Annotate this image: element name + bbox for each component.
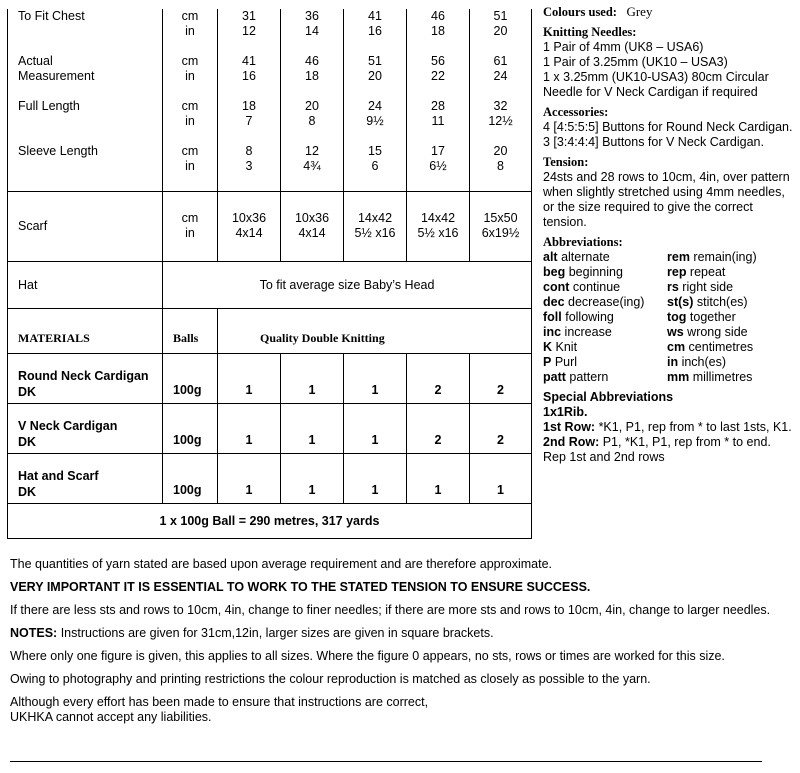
cell-value: 14x42 [357,211,393,225]
special-abbreviations-section [543,390,798,465]
abbreviation-item: st(s) stitch(es) [667,295,748,309]
rib-heading: 1x1Rib. [543,405,588,419]
abbreviation-item: tog together [667,310,736,324]
needle-item: 1 x 3.25mm (UK10-USA3) 80cm Circular Needle for V Neck Cardigan if required [543,70,769,99]
abbreviation-item: beg beginning [543,265,623,279]
abbreviation-item: P Purl [543,355,578,369]
yarn-qty: 2 [407,353,470,403]
cell-value: 9½ [366,114,384,128]
yarn-qty: 1 [344,453,407,503]
cell-value: 14 [305,24,319,38]
tension-note: If there are less sts and rows to 10cm, 4in, change to finer needles; if there are more sts and rows to 10cm, 4in, change to larger needles. [10,603,771,617]
abbreviation-item: K Knit [543,340,578,354]
hat-label: Hat [8,261,163,308]
yarn-label: Quality Double Knitting [218,308,532,353]
cell-value: 3 [245,159,253,173]
colours-value: Grey [626,4,653,19]
unit-in: in [185,159,195,173]
bottom-rule [10,761,762,762]
tension-section [543,155,798,230]
tension-text: 24sts and 28 rows to 10cm, 4in, over pattern when slightly stretched using 4mm needles, or the size required to give the correct tension. [543,170,790,229]
figure-note: Where only one figure is given, this applies to all sizes. Where the figure 0 appears, no sts, rows or times are worked for this size. [10,649,725,663]
yarn-qty: 2 [407,403,470,453]
unit-in: in [185,226,195,240]
cell-value: 7 [245,114,253,128]
label-full-length: Full Length [18,99,80,113]
unit-cm: cm [181,144,199,158]
cell-value: 22 [431,69,445,83]
needle-item: 1 Pair of 3.25mm (UK10 – USA3) [543,55,728,69]
yarn-row-hat-scarf [8,453,532,503]
unit-column [163,9,218,191]
accessories-section [543,105,798,150]
yarn-title: V Neck Cardigan [18,418,118,433]
measurement-labels [8,9,163,191]
cell-value: 15x50 [483,211,518,225]
yarn-qty: 1 [218,453,281,503]
accessories-heading: Accessories: [543,105,609,119]
scarf-size-4 [407,191,470,261]
yarn-title: Round Neck Cardigan [18,368,149,383]
hat-value: To fit average size Baby’s Head [163,261,532,308]
ball-info: 1 x 100g Ball = 290 metres, 317 yards [8,503,532,538]
abbreviation-item: alt alternate [543,250,610,264]
abbreviation-item: inc increase [543,325,612,339]
size-column-2 [281,9,344,191]
cell-value: 12½ [488,114,513,128]
cell-value: 11 [431,114,445,128]
cell-value: 51 [368,54,382,68]
cell-value: 24 [493,69,508,83]
yarn-name [8,453,163,503]
cell-value: 6x19½ [481,226,520,240]
photo-note: Owing to photography and printing restrictions the colour reproduction is matched as closely as possible to the yarn. [10,672,651,686]
scarf-row [8,191,532,261]
abbreviations-heading: Abbreviations: [543,235,623,249]
cell-value: 16 [368,24,382,38]
unit-in: in [185,114,195,128]
cell-value: 8 [245,144,253,158]
quantities-note: The quantities of yarn stated are based upon average requirement and are therefore approximate. [10,557,553,571]
cell-value: 56 [431,54,445,68]
cell-value: 20 [493,24,508,38]
cell-value: 6½ [429,159,447,173]
unit-cm: cm [181,9,199,23]
scarf-size-5 [470,191,532,261]
cell-value: 12 [305,144,319,158]
cell-value: 8 [497,159,504,173]
unit-cm: cm [181,54,199,68]
cell-value: 6 [371,159,379,173]
cell-value: 24 [368,99,382,113]
ball-info-row [8,503,532,538]
abbreviation-item: foll following [543,310,614,324]
side-panel [543,4,798,518]
abbreviation-item: cont continue [543,280,621,294]
hat-row [8,261,532,308]
accessory-item: 3 [3:4:4:4] Buttons for V Neck Cardigan. [543,135,764,149]
yarn-qty: 1 [281,453,344,503]
cell-value: 51 [493,9,508,23]
cell-value: 14x42 [420,211,456,225]
abbreviation-item: dec decrease(ing) [543,295,645,309]
scarf-size-2 [281,191,344,261]
yarn-qty: 1 [470,453,532,503]
cell-value: 12 [242,24,256,38]
cell-value: 46 [431,9,445,23]
yarn-qty: 2 [470,353,532,403]
abbreviation-list [543,250,798,385]
yarn-name [8,403,163,453]
cell-value: 31 [242,9,256,23]
materials-header [8,308,532,353]
yarn-qty: 2 [470,403,532,453]
needles-section [543,25,798,100]
abbreviations-section [543,235,798,385]
materials-label: MATERIALS [8,308,163,353]
needles-heading: Knitting Needles: [543,25,637,39]
yarn-name [8,353,163,403]
cell-value: 18 [242,99,256,113]
liability-note: Although every effort has been made to ensure that instructions are correct, UKHKA cannot accept any liabilities. [10,695,429,724]
scarf-size-3 [344,191,407,261]
label-actual-measurement: Actual Measurement [18,54,95,83]
yarn-weight: 100g [163,353,218,403]
accessory-item: 4 [4:5:5:5] Buttons for Round Neck Cardigan. [543,120,793,134]
cell-value: 16 [242,69,256,83]
rib-row-1: 1st Row: *K1, P1, rep from * to last 1sts, K1. [543,420,792,434]
cell-value: 15 [368,144,382,158]
needle-item: 1 Pair of 4mm (UK8 – USA6) [543,40,704,54]
abbreviation-item: ws wrong side [667,325,748,339]
balls-label: Balls [163,308,218,353]
cell-value: 5½ x16 [417,226,459,240]
yarn-qty: 1 [281,403,344,453]
yarn-row-v-neck [8,403,532,453]
cell-value: 61 [493,54,508,68]
abbreviation-item: patt pattern [543,370,609,384]
yarn-qty: 1 [281,353,344,403]
yarn-qty: 1 [407,453,470,503]
size-column-4 [407,9,470,191]
abbreviation-item: in inch(es) [667,355,727,369]
scarf-size-1 [218,191,281,261]
colours-section [543,4,798,20]
unit-in: in [185,24,195,38]
yarn-qty: 1 [218,403,281,453]
yarn-row-round-neck [8,353,532,403]
yarn-weight: 100g [163,453,218,503]
tension-heading: Tension: [543,155,589,169]
cell-value: 4x14 [235,226,263,240]
cell-value: 17 [431,144,445,158]
important-note: VERY IMPORTANT IT IS ESSENTIAL TO WORK TO THE STATED TENSION TO ENSURE SUCCESS. [10,580,591,594]
notes-section [10,557,790,733]
cell-value: 32 [493,99,508,113]
scarf-units [163,191,218,261]
unit-cm: cm [181,211,199,225]
yarn-title: Hat and Scarf [18,468,99,483]
cell-value: 28 [431,99,445,113]
size-column-1 [218,9,281,191]
rib-repeat: Rep 1st and 2nd rows [543,450,665,464]
size-column-3 [344,9,407,191]
yarn-qty: 1 [218,353,281,403]
yarn-type: DK [18,434,37,449]
abbreviation-item: rem remain(ing) [667,250,757,264]
cell-value: 8 [308,114,316,128]
unit-in: in [185,69,195,83]
abbreviation-item: rep repeat [667,265,726,279]
cell-value: 4¾ [303,159,321,173]
cell-value: 10x36 [231,211,267,225]
cell-value: 5½ x16 [354,226,396,240]
label-sleeve-length: Sleeve Length [18,144,98,158]
abbreviation-item: mm millimetres [667,370,753,384]
colours-heading: Colours used: [543,5,617,19]
size-table [7,9,532,539]
cell-value: 46 [305,54,319,68]
yarn-qty: 1 [344,403,407,453]
cell-value: 20 [493,144,508,158]
label-to-fit-chest: To Fit Chest [18,9,85,23]
size-column-5 [470,9,532,191]
cell-value: 36 [305,9,319,23]
cell-value: 4x14 [298,226,326,240]
cell-value: 20 [305,99,319,113]
yarn-type: DK [18,484,37,499]
yarn-type: DK [18,384,37,399]
cell-value: 41 [368,9,382,23]
sizes-note: NOTES: Instructions are given for 31cm,12in, larger sizes are given in square brackets. [10,626,494,640]
cell-value: 20 [368,69,382,83]
yarn-weight: 100g [163,403,218,453]
yarn-qty: 1 [344,353,407,403]
special-heading: Special Abbreviations [543,390,674,404]
abbreviation-item: rs right side [667,280,734,294]
abbreviation-item: cm centimetres [667,340,754,354]
cell-value: 41 [242,54,256,68]
cell-value: 18 [305,69,319,83]
scarf-label: Scarf [8,191,163,261]
rib-row-2: 2nd Row: P1, *K1, P1, rep from * to end. [543,435,771,449]
cell-value: 18 [431,24,445,38]
unit-cm: cm [181,99,199,113]
cell-value: 10x36 [294,211,330,225]
